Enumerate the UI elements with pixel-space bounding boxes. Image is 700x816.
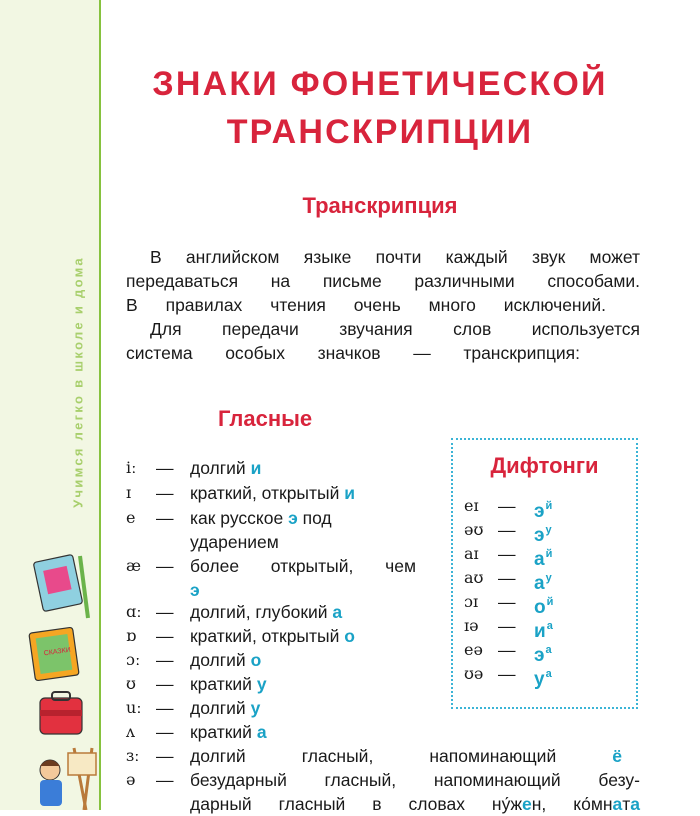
book-icon — [33, 554, 88, 618]
russian-letter: е — [522, 794, 532, 814]
page-title-line-1: ЗНАКИ ФОНЕТИЧЕСКОЙ — [152, 65, 608, 103]
russian-letter: а — [534, 549, 545, 570]
superscript-letter: а — [545, 644, 552, 656]
transcription-symbol: aɪ — [464, 544, 479, 563]
description-text: краткий, открытый — [190, 483, 345, 503]
russian-letter: а — [332, 602, 343, 622]
dash: — — [498, 544, 516, 564]
school-illustration — [28, 548, 100, 810]
description-text: ударением — [190, 532, 279, 552]
dash: — — [156, 602, 174, 622]
russian-letter: и — [250, 458, 262, 478]
transcription-symbol: ʌ — [126, 722, 136, 741]
description-text: н, к — [531, 794, 582, 814]
russian-letter: у — [256, 674, 267, 694]
description-text: мн — [590, 794, 613, 814]
superscript-letter: а — [546, 620, 553, 632]
dash: — — [156, 483, 174, 503]
dash: — — [156, 650, 174, 670]
russian-letter: ё — [612, 746, 622, 766]
dash: — — [498, 496, 516, 516]
description-text: о́ — [581, 794, 591, 814]
transcription-symbol: ɪ — [126, 483, 132, 502]
description-text: долгий — [190, 650, 251, 670]
description-text: дарный гласный в словах н — [190, 794, 502, 814]
dash: — — [156, 722, 174, 742]
russian-letter: э — [534, 501, 545, 522]
russian-letter: и — [344, 483, 356, 503]
transcription-symbol: ɔɪ — [464, 592, 479, 611]
transcription-symbol: ɜː — [126, 746, 140, 765]
vowel-description — [190, 744, 622, 768]
description-text: краткий — [190, 722, 257, 742]
vowel-description — [190, 554, 416, 578]
russian-letter: э — [190, 580, 200, 600]
russian-letter: а — [612, 794, 623, 814]
side-vertical-text: Учимся легко в школе и дома — [70, 256, 86, 508]
description-text: краткий — [190, 674, 257, 694]
description-text: долгий, глубокий — [190, 602, 333, 622]
russian-letter: э — [288, 508, 298, 528]
vowels-heading: Гласные — [218, 406, 313, 431]
transcription-symbol: e — [126, 508, 136, 527]
transcription-symbol: əʊ — [464, 520, 484, 539]
superscript-letter: у — [545, 572, 552, 584]
dash: — — [498, 568, 516, 588]
diphthongs-heading: Дифтонги — [490, 453, 599, 478]
dash: — — [498, 616, 516, 636]
russian-equivalent — [534, 662, 552, 692]
dash: — — [156, 770, 174, 790]
transcription-symbol: æ — [126, 556, 142, 575]
fairy-tales-book-icon — [29, 627, 79, 681]
superscript-letter: й — [546, 596, 554, 608]
paragraph-line: В английском языке почти каждый звук может — [150, 247, 640, 267]
superscript-letter: й — [545, 500, 553, 512]
russian-letter: у — [534, 669, 545, 690]
school-bag-icon — [40, 692, 82, 734]
russian-letter: а — [630, 794, 640, 814]
section-heading: Транскрипция — [302, 193, 458, 218]
dash: — — [156, 626, 174, 646]
page-title-line-2: ТРАНСКРИПЦИИ — [226, 113, 534, 151]
paragraph-line: передаваться на письме различными способами. — [126, 271, 640, 291]
dash: — — [156, 508, 174, 528]
transcription-symbol: uː — [126, 698, 142, 717]
dash: — — [156, 746, 174, 766]
russian-letter: у — [250, 698, 261, 718]
dash: — — [156, 556, 174, 576]
russian-letter: о — [344, 626, 355, 646]
vowel-description: безударный гласный, напоминающий безу- — [190, 770, 640, 790]
superscript-letter: а — [545, 668, 552, 680]
russian-letter: а — [534, 573, 545, 594]
superscript-letter: й — [545, 548, 553, 560]
transcription-symbol: eə — [464, 640, 483, 659]
russian-letter: э — [534, 645, 545, 666]
dash: — — [498, 520, 516, 540]
transcription-symbol: ɪə — [464, 616, 479, 635]
vowel-description-line-2 — [190, 792, 640, 816]
transcription-symbol: eɪ — [464, 496, 479, 515]
description-text: долгий — [190, 698, 251, 718]
description-text: у́ — [501, 794, 511, 814]
vowel-description — [190, 720, 640, 744]
transcription-symbol: ə — [126, 770, 136, 789]
russian-letter: о — [250, 650, 262, 670]
paragraph-line: В правилах чтения очень много исключений. — [126, 295, 606, 315]
russian-letter: о — [534, 597, 546, 618]
transcription-symbol: ɔː — [126, 650, 141, 669]
transcription-symbol: ʊə — [464, 664, 484, 683]
dash: — — [156, 458, 174, 478]
transcription-symbol: ɒ — [126, 626, 137, 645]
dash: — — [498, 664, 516, 684]
russian-letter: а — [256, 722, 267, 742]
transcription-symbol: ɑː — [126, 602, 142, 621]
russian-letter: и — [534, 621, 546, 642]
description-text: краткий, открытый — [190, 626, 345, 646]
dash: — — [498, 592, 516, 612]
description-text: долгий — [190, 458, 251, 478]
boy-with-easel-icon — [40, 748, 96, 810]
description-text: ж — [510, 794, 523, 814]
dash: — — [498, 640, 516, 660]
paragraph-line: Для передачи звучания слов используется — [150, 319, 640, 339]
description-text: как русское — [190, 508, 289, 528]
description-text: под — [297, 508, 332, 528]
description-text: долгий гласный, напоминающий — [190, 746, 613, 766]
russian-letter: э — [534, 525, 545, 546]
superscript-letter: у — [545, 524, 552, 536]
transcription-symbol: ʊ — [126, 674, 136, 693]
description-text: более открытый, чем — [190, 556, 416, 576]
transcription-symbol: aʊ — [464, 568, 484, 587]
paragraph-line: система особых значков — транскрипция: — [126, 343, 580, 363]
transcription-symbol: iː — [126, 458, 137, 477]
svg-text:СКАЗКИ: СКАЗКИ — [43, 646, 72, 658]
dash: — — [156, 698, 174, 718]
description-text: т — [622, 794, 631, 814]
dash: — — [156, 674, 174, 694]
